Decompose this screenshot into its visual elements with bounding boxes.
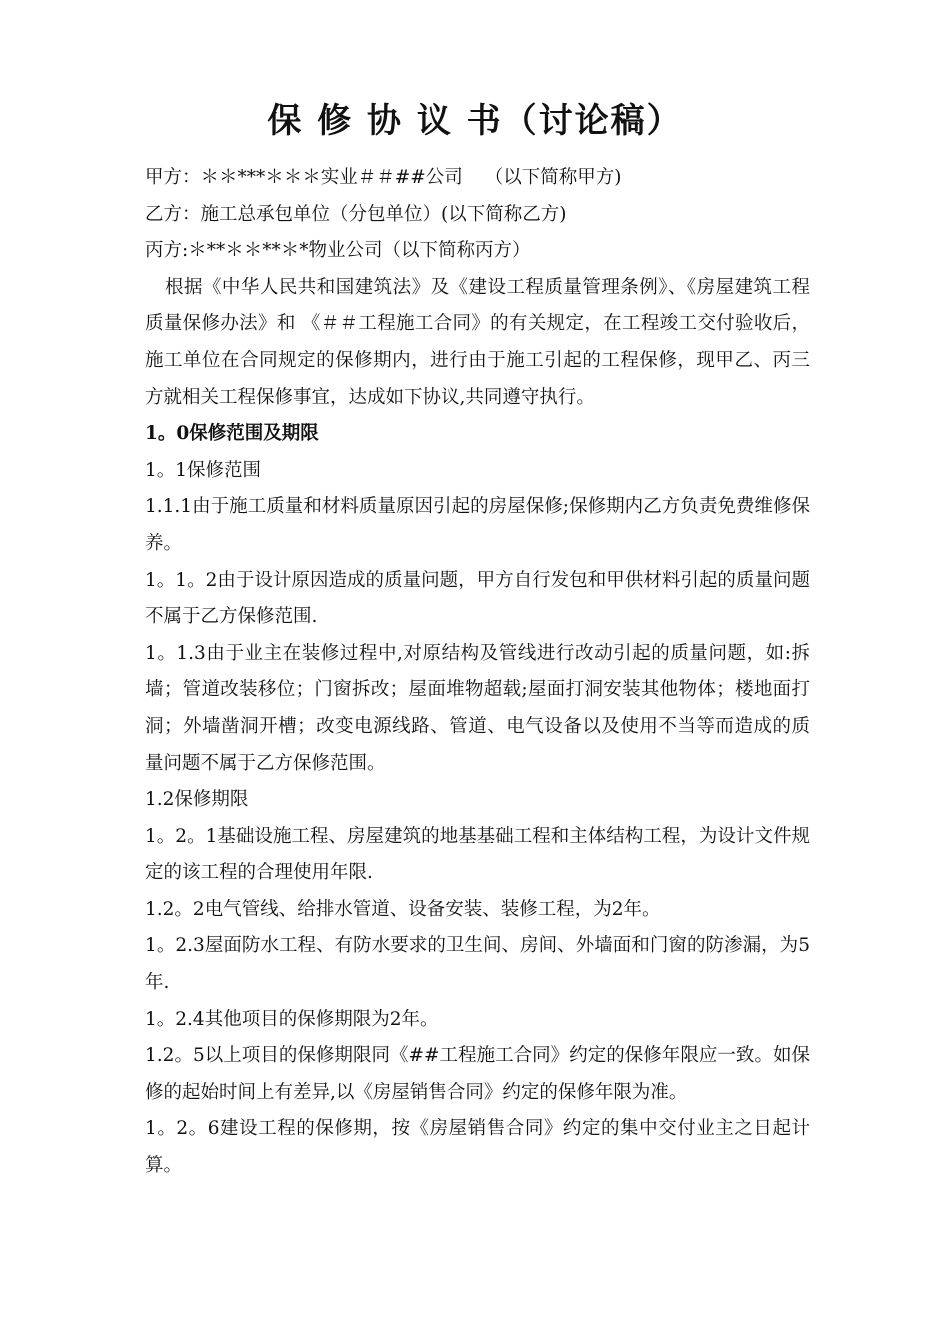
subsection-1-1-heading: 1。1保修范围 <box>145 459 262 481</box>
party-b-line: 乙方：施工总承包单位（分包单位）(以下简称乙方) <box>145 203 567 225</box>
party-a-label: 甲方： <box>145 167 201 188</box>
clause-1-2-2: 1.2。2电气管线、给排水管道、设备安装、装修工程，为2年。 <box>145 898 661 920</box>
clause-1-2-6: 1。2。6建设工程的保修期，按《房屋销售合同》约定的集中交付业主之日起计算。 <box>145 1118 810 1177</box>
clause-1-2-1: 1。2。1基础设施工程、房屋建筑的地基基础工程和主体结构工程，为设计文件规定的该工程的合理使用年限. <box>145 825 810 884</box>
section-1-heading: 1。0保修范围及期限 <box>145 423 319 445</box>
clause-1-1-2: 1。1。2由于设计原因造成的质量问题，甲方自行发包和甲供材料引起的质量问题不属于乙方保修范围. <box>145 569 810 628</box>
party-a-name: ＊＊***＊＊＊实业＃＃##公司 <box>200 167 463 188</box>
subsection-1-2-heading: 1.2保修期限 <box>145 789 249 811</box>
document-body <box>145 160 810 1185</box>
clause-1-2-4: 1。2.4其他项目的保修期限为2年。 <box>145 1008 439 1030</box>
document-title: 保 修 协 议 书（讨论稿） <box>267 101 683 141</box>
clause-1-1-3: 1。1.3由于业主在装修过程中,对原结构及管线进行改动引起的质量问题，如:拆墙；管道改装移位；门窗拆改；屋面堆物超载;屋面打洞安装其他物体；楼地面打洞；外墙凿洞开槽；改变电源线路、管道、电气设备以及使用不当等而造成的质量问题不属于乙方保修范围。 <box>145 642 810 774</box>
clause-1-2-3: 1。2.3屋面防水工程、有防水要求的卫生间、房间、外墙面和门窗的防渗漏，为5年. <box>145 935 810 994</box>
intro-paragraph: 根据《中华人民共和国建筑法》及《建设工程质量管理条例》、《房屋建筑工程质量保修办法》和 《＃＃工程施工合同》的有关规定，在工程竣工交付验收后，施工单位在合同规定的保修期内，进行由于施工引起的工程保修，现甲乙、丙三方就相关工程保修事宜，达成如下协议,共同遵守执行。 <box>145 276 810 408</box>
party-c-line: 丙方:＊**＊＊**＊*物业公司（以下简称丙方） <box>145 240 531 262</box>
party-a-note: （以下简称甲方) <box>484 167 622 188</box>
party-a-line <box>145 160 810 197</box>
clause-1-2-5: 1.2。5以上项目的保修期限同《##工程施工合同》约定的保修年限应一致。如保修的起始时间上有差异,以《房屋销售合同》约定的保修年限为准。 <box>145 1045 810 1103</box>
clause-1-1-1: 1.1.1由于施工质量和材料质量原因引起的房屋保修;保修期内乙方负责免费维修保养。 <box>145 496 810 554</box>
